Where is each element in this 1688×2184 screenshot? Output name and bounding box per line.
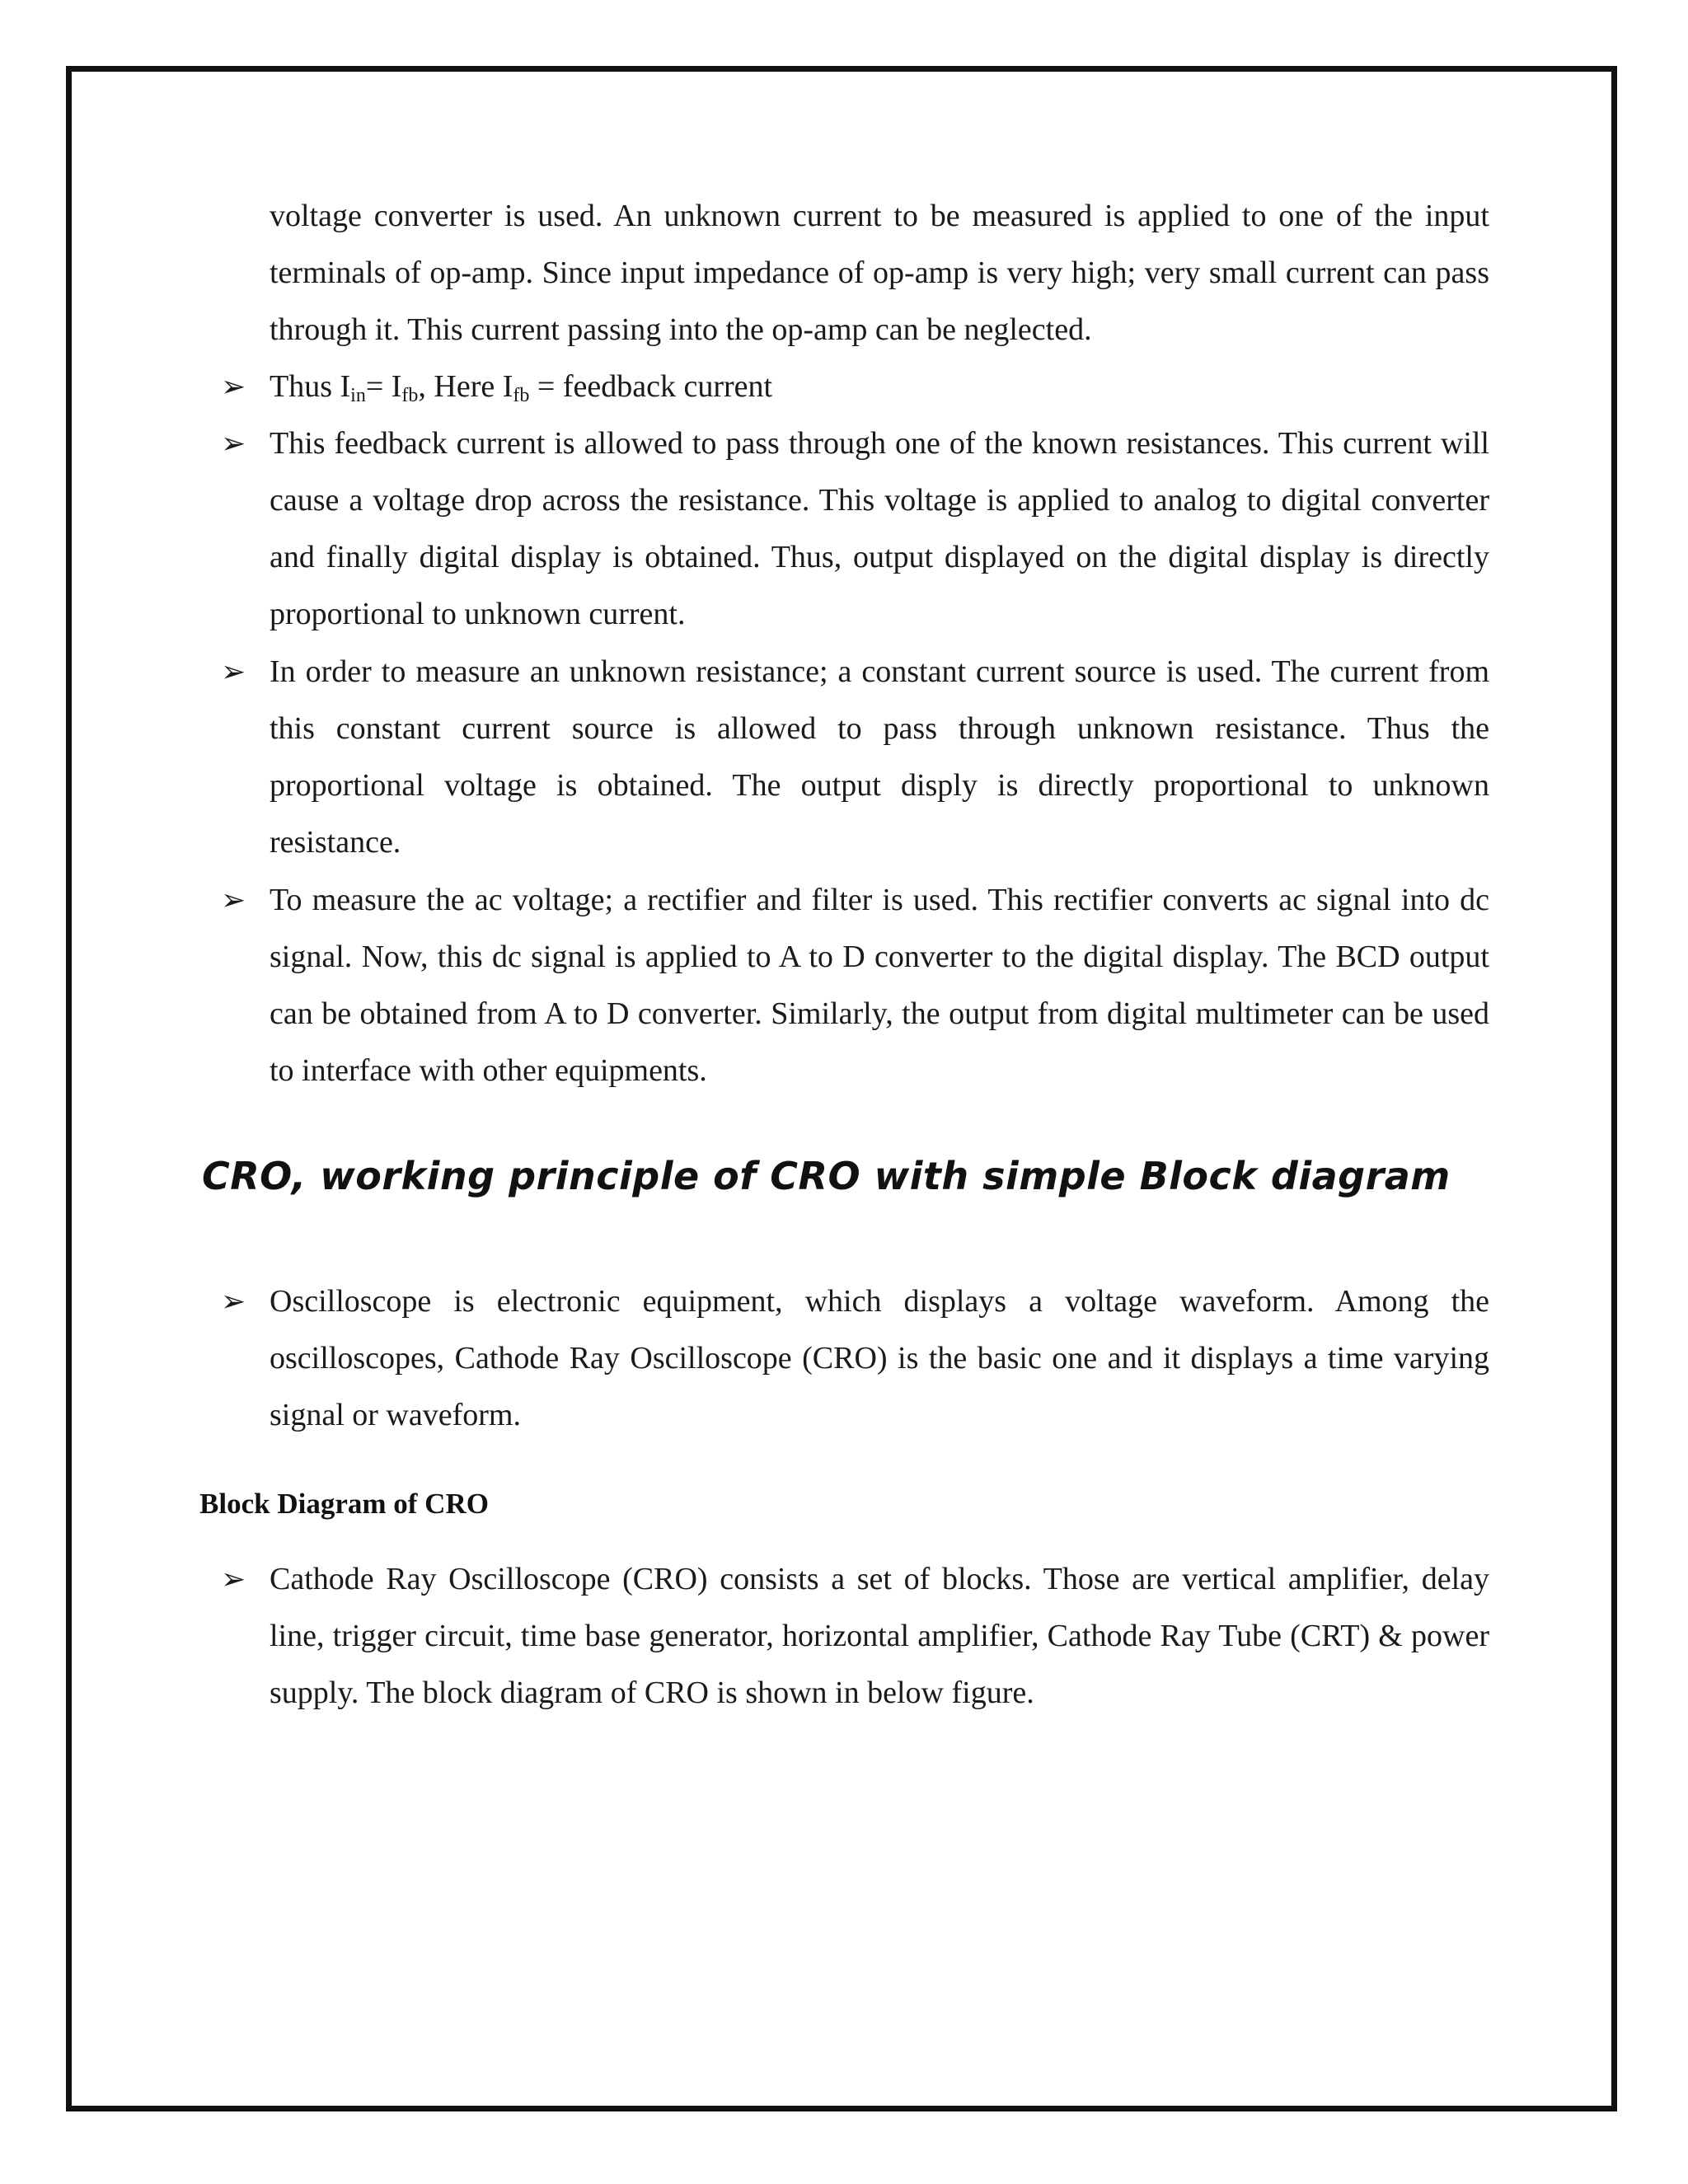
- bullet-arrow-icon: ➢: [221, 883, 246, 916]
- bullet-arrow-icon: ➢: [221, 655, 246, 688]
- block-diagram-subheading: Block Diagram of CRO: [199, 1488, 489, 1520]
- feedback-bullet-text: This feedback current is allowed to pass through one of the known resistances. This current will cause a voltage drop across the resistance. This voltage is applied to analog to digital converter and finally digital display is obtained. Thus, output displayed on the digital display is directly proportional to unknown current.: [270, 426, 1489, 631]
- thus-bullet-text: Thus $I_{in}= I_{fb}$, Here $I_{fb}$ = feedback current: [270, 369, 773, 406]
- oscilloscope-bullet-text: Oscilloscope is electronic equipment, which displays a voltage waveform. Among the oscilloscopes, Cathode Ray Oscilloscope (CRO) is the basic one and it displays a time varying signal or waveform.: [270, 1284, 1489, 1432]
- resistance-bullet-text: In order to measure an unknown resistance; a constant current source is used. The current from this constant current source is allowed to pass through unknown resistance. Thus the proportional voltage is obtained. The output disply is directly proportional to unknown resistance.: [270, 654, 1489, 860]
- bullet-arrow-icon: ➢: [221, 427, 246, 460]
- section-heading: CRO, working principle of CRO with simple Block diagram: [202, 1154, 1451, 1198]
- ac-voltage-bullet-text: To measure the ac voltage; a rectifier and filter is used. This rectifier converts ac signal into dc signal. Now, this dc signal is applied to A to D converter to the digital display. The BCD output can be obtained from A to D converter. Similarly, the output from digital multimeter can be used to interface with other equipments.: [270, 883, 1489, 1088]
- bullet-arrow-icon: ➢: [221, 1285, 246, 1318]
- bullet-arrow-icon: ➢: [221, 370, 246, 403]
- bullet-arrow-icon: ➢: [221, 1563, 246, 1596]
- block-diagram-bullet-text: Cathode Ray Oscilloscope (CRO) consists a set of blocks. Those are vertical amplifier, delay line, trigger circuit, time base generator, horizontal amplifier, Cathode Ray Tube (CRT) & power supply. The block diagram of CRO is shown in below figure.: [270, 1562, 1489, 1710]
- continuation-paragraph: voltage converter is used. An unknown current to be measured is applied to one of the input terminals of op-amp. Since input impedance of op-amp is very high; very small current can pass through it. This current passing into the op-amp can be neglected.: [270, 199, 1489, 347]
